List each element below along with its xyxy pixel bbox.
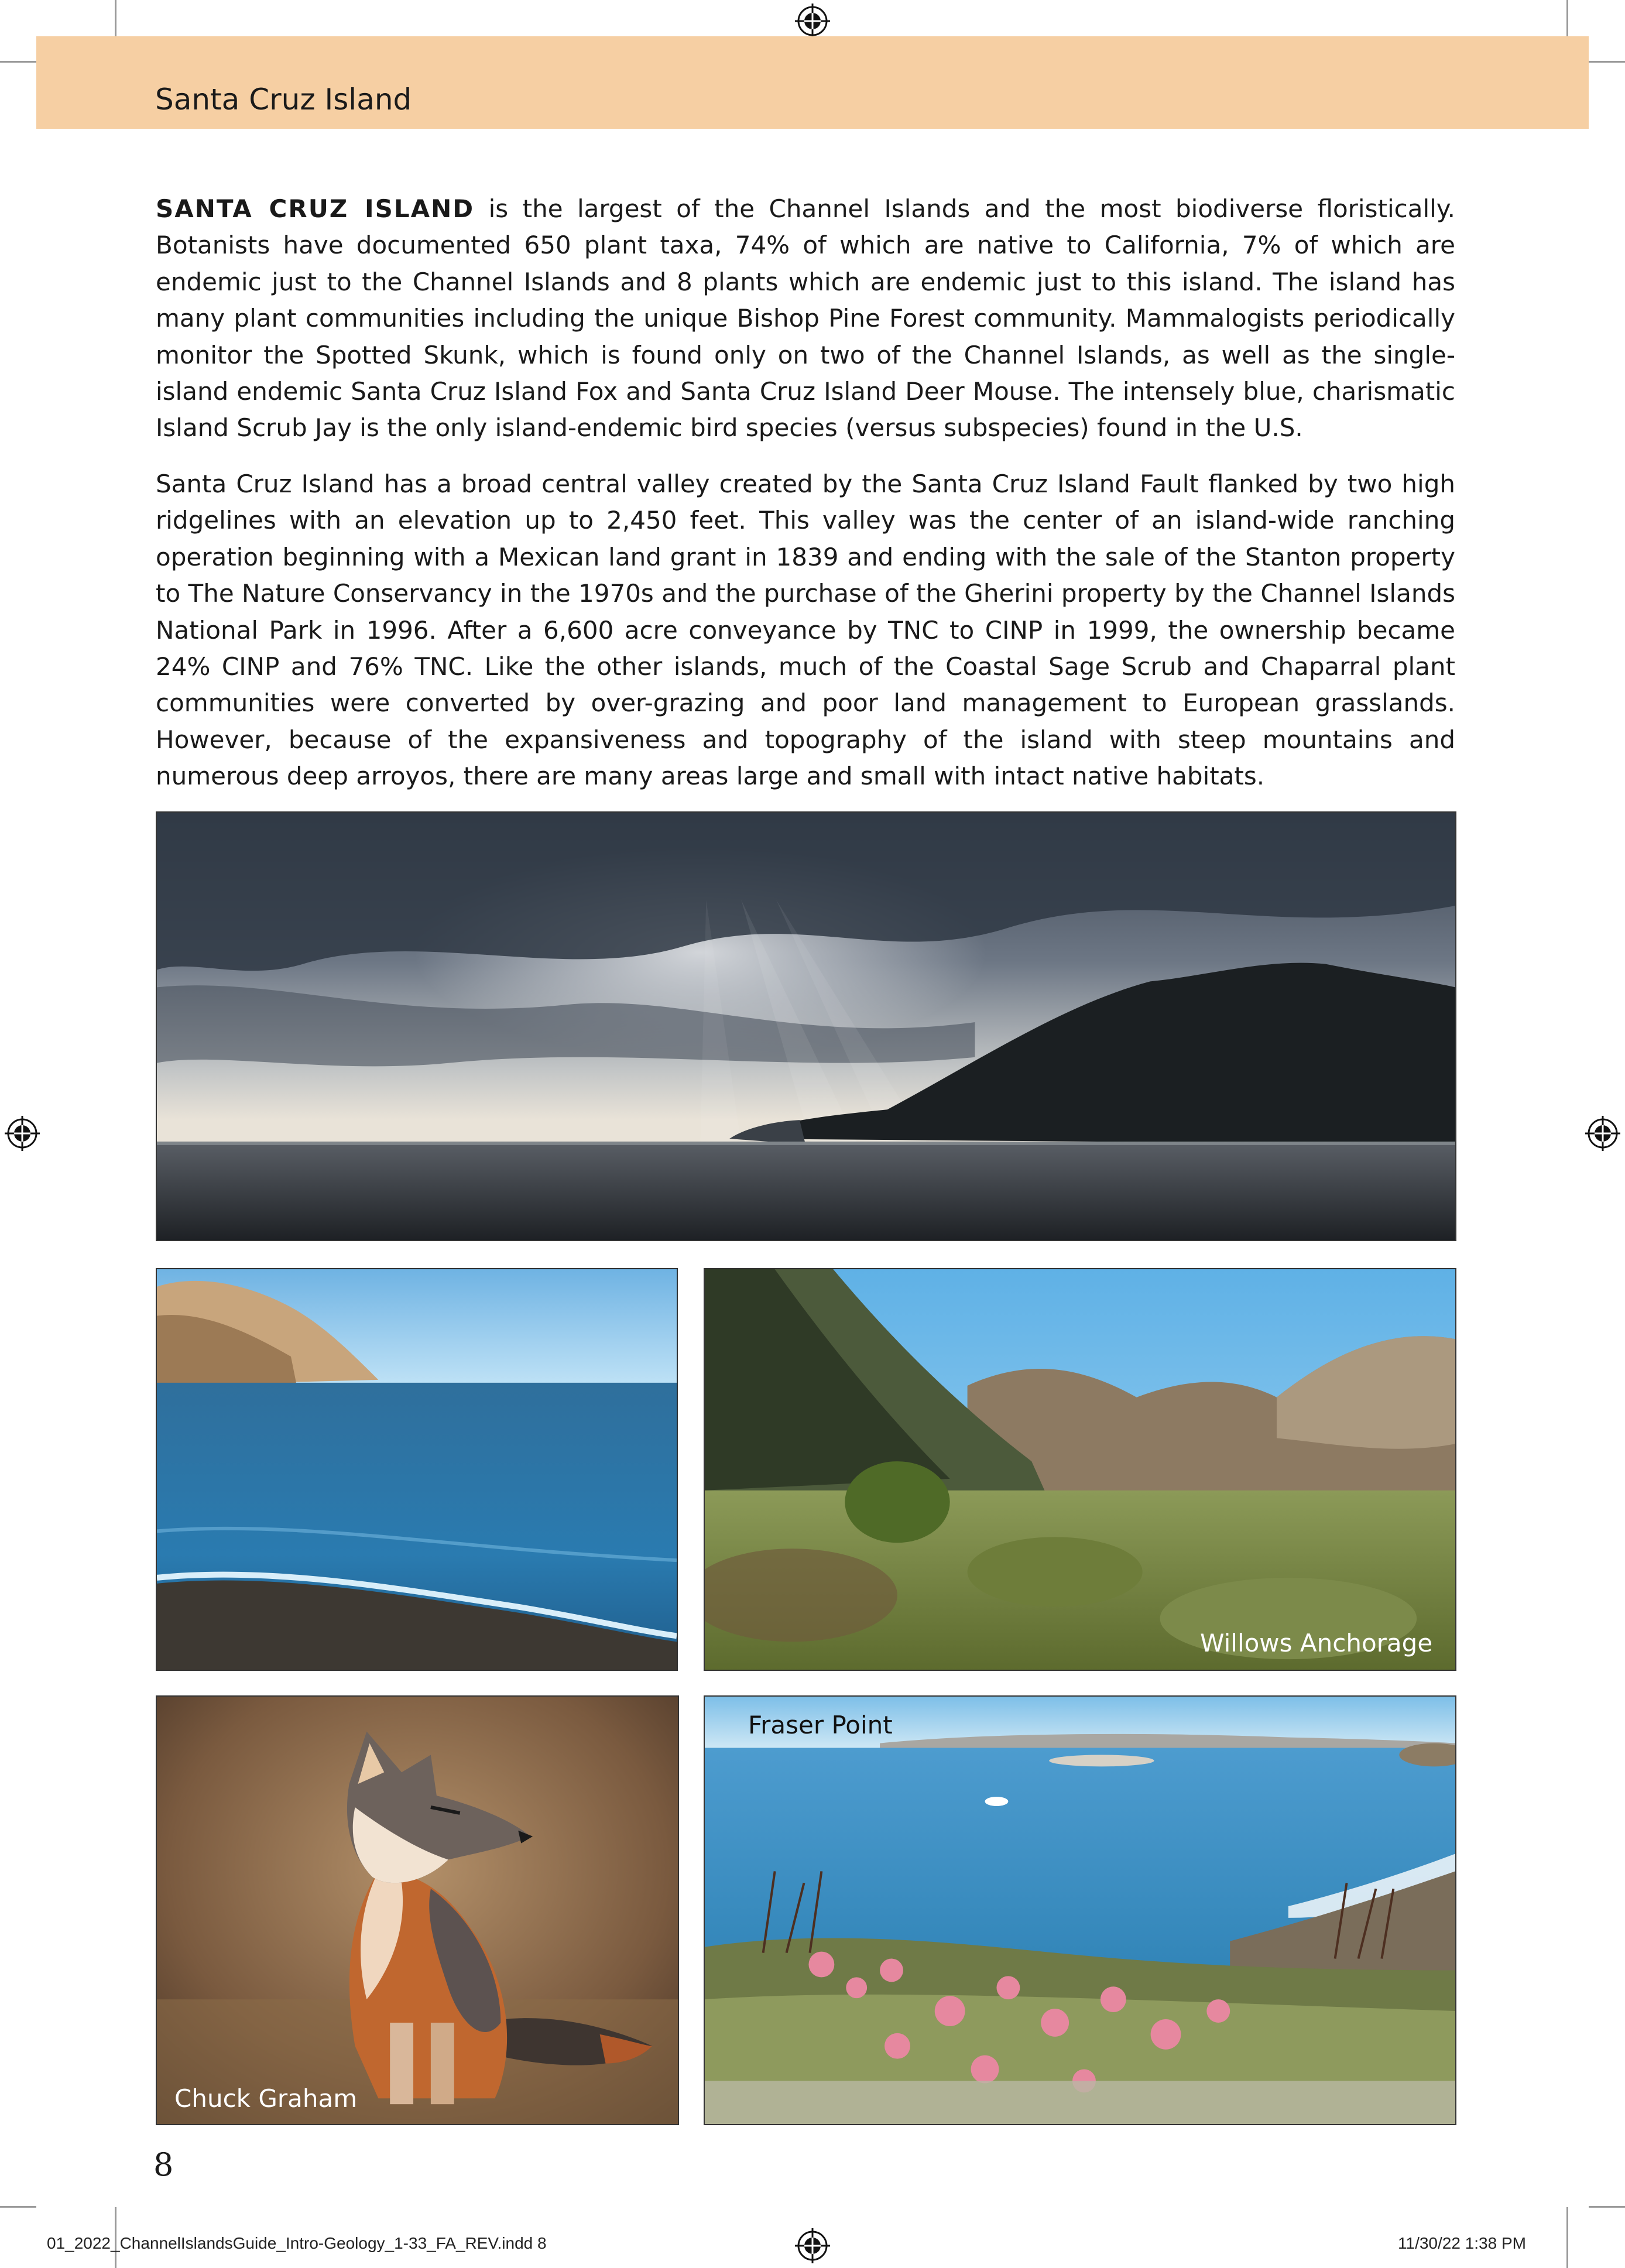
- fraser-point-photo: [704, 1695, 1456, 2125]
- photo-credit: Chuck Graham: [174, 2084, 358, 2113]
- island-sunrays-photo: [156, 811, 1456, 1241]
- beach-cove-photo: [156, 1268, 678, 1671]
- fraser-point-caption: Fraser Point: [748, 1711, 893, 1739]
- registration-target-icon: [795, 2228, 830, 2263]
- registration-target-icon: [795, 4, 830, 39]
- crop-mark: [0, 2206, 36, 2208]
- crop-mark: [1566, 0, 1568, 36]
- willows-anchorage-photo: [704, 1268, 1456, 1671]
- file-slug: 01_2022_ChannelIslandsGuide_Intro-Geology_1-33_FA_REV.indd 8: [47, 2234, 547, 2252]
- crop-mark: [1589, 2206, 1625, 2208]
- crop-mark: [0, 61, 36, 63]
- crop-mark: [1589, 61, 1625, 63]
- page-title: Santa Cruz Island: [155, 83, 412, 117]
- island-fox-photo: [156, 1695, 679, 2125]
- page-number: 8: [153, 2146, 174, 2183]
- history-paragraph: Santa Cruz Island has a broad central valley created by the Santa Cruz Island Fault flanked by two high ridgelines with an elevation up to 2,450 feet. This valley was the center of an island-wide ranching operation beginning with a Mexican land grant in 1839 and ending with the sale of the Stanton property to The Nature Conservancy in the 1970s and the purchase of the Gherini property by the Channel Islands National Park in 1996. After a 6,600 acre conveyance by TNC to CINP in 1999, the ownership became 24% CINP and 76% TNC. Like the other islands, much of the Coastal Sage Scrub and Chaparral plant communities were converted by over-grazing and poor land management to European grasslands. However, because of the expansiveness and topography of the island with steep mountains and numerous deep arroyos, there are many areas large and small with intact native habitats.: [156, 470, 1455, 791]
- registration-target-icon: [5, 1116, 40, 1151]
- willows-anchorage-caption: Willows Anchorage: [1200, 1629, 1433, 1657]
- intro-paragraph-text: is the largest of the Channel Islands and the most biodiverse floristically. Botanists have documented 650 plant taxa, 74% of which are native to California, 7% of which are endemic just to the Channel Islands and 8 plants which are endemic just to this island. The island has many plant communities including the unique Bishop Pine Forest community. Mammalogists periodically monitor the Spotted Skunk, which is found only on two of the Channel Islands, as well as the single-island endemic Santa Cruz Island Fox and Santa Cruz Island Deer Mouse. The intensely blue, charismatic Island Scrub Jay is the only island-endemic bird species (versus subspecies) found in the U.S.: [156, 194, 1456, 443]
- crop-mark: [1566, 2207, 1568, 2268]
- print-timestamp: 11/30/22 1:38 PM: [1398, 2234, 1526, 2252]
- intro-lead: SANTA CRUZ ISLAND: [156, 194, 475, 223]
- registration-target-icon: [1585, 1116, 1620, 1151]
- crop-mark: [115, 0, 116, 36]
- intro-paragraph: [156, 191, 1455, 447]
